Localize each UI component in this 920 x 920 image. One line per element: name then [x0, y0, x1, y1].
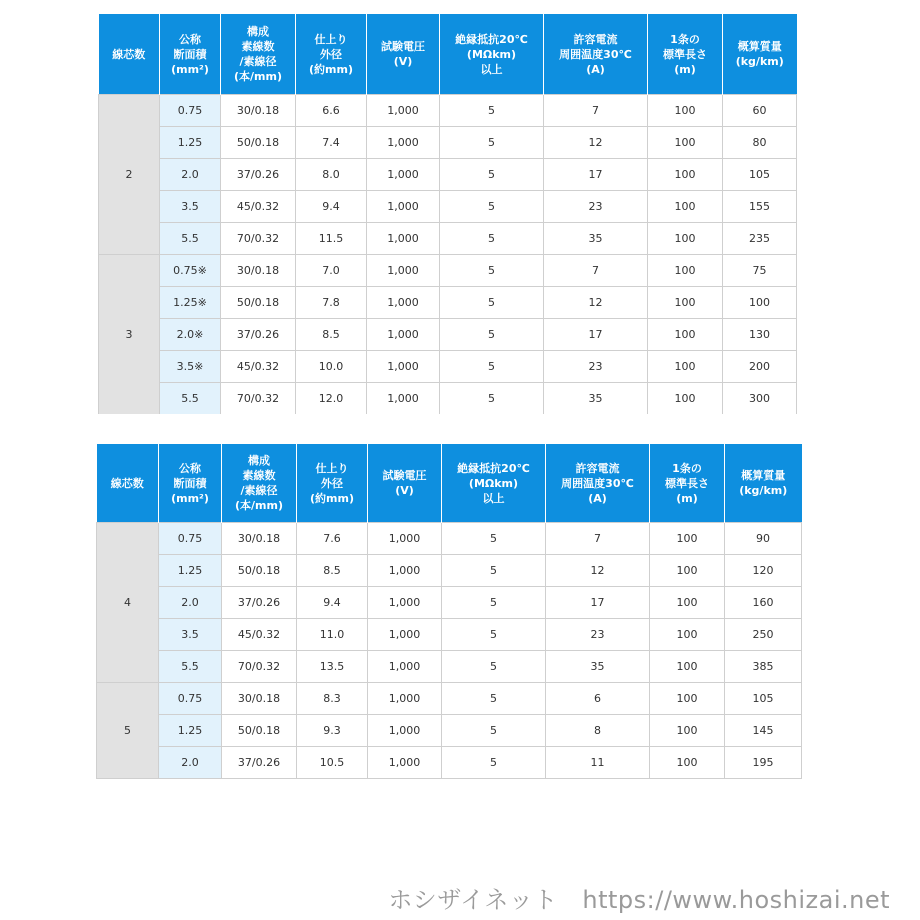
cell-nominal-area: 0.75 [159, 683, 222, 715]
cell-allowable-current: 7 [546, 523, 650, 555]
cell-allowable-current: 17 [544, 319, 648, 351]
cell-insulation-resistance: 5 [442, 619, 546, 651]
cell-standard-length: 100 [650, 683, 725, 715]
cell-allowable-current: 35 [546, 651, 650, 683]
cell-standard-length: 100 [648, 383, 723, 415]
cell-allowable-current: 35 [544, 383, 648, 415]
cell-standard-length: 100 [650, 651, 725, 683]
cell-strand-spec: 70/0.32 [222, 651, 297, 683]
cell-approx-mass: 90 [725, 523, 802, 555]
cell-approx-mass: 300 [723, 383, 797, 415]
cell-outer-diameter: 8.0 [296, 159, 367, 191]
cell-strand-spec: 70/0.32 [221, 383, 296, 415]
cell-strand-spec: 45/0.32 [222, 619, 297, 651]
cell-insulation-resistance: 5 [442, 715, 546, 747]
cell-standard-length: 100 [648, 95, 723, 127]
cell-test-voltage: 1,000 [368, 651, 442, 683]
cell-strand-spec: 70/0.32 [221, 223, 296, 255]
cell-approx-mass: 145 [725, 715, 802, 747]
cell-outer-diameter: 12.0 [296, 383, 367, 415]
cell-outer-diameter: 13.5 [297, 651, 368, 683]
cell-strand-spec: 50/0.18 [221, 127, 296, 159]
cell-allowable-current: 23 [544, 351, 648, 383]
table-row [97, 555, 802, 587]
cell-outer-diameter: 9.4 [297, 587, 368, 619]
header-core-count: 線芯数 [99, 14, 160, 95]
header-nominal-area: 公称 断面積 (mm²) [160, 14, 221, 95]
cell-allowable-current: 17 [544, 159, 648, 191]
cell-approx-mass: 160 [725, 587, 802, 619]
cell-test-voltage: 1,000 [368, 747, 442, 779]
cell-approx-mass: 60 [723, 95, 797, 127]
cell-nominal-area: 2.0 [159, 587, 222, 619]
spec-table-2 [96, 444, 802, 779]
cell-allowable-current: 17 [546, 587, 650, 619]
cell-test-voltage: 1,000 [367, 255, 440, 287]
header-outer-diameter: 仕上り 外径 (約mm) [296, 14, 367, 95]
cell-standard-length: 100 [648, 191, 723, 223]
cell-outer-diameter: 10.5 [297, 747, 368, 779]
cell-standard-length: 100 [650, 523, 725, 555]
cell-outer-diameter: 8.5 [297, 555, 368, 587]
cell-approx-mass: 75 [723, 255, 797, 287]
header-outer-diameter: 仕上り 外径 (約mm) [297, 444, 368, 523]
cell-test-voltage: 1,000 [368, 619, 442, 651]
table-row [99, 255, 797, 287]
cell-outer-diameter: 8.3 [297, 683, 368, 715]
cell-standard-length: 100 [648, 255, 723, 287]
cell-nominal-area: 5.5 [160, 223, 221, 255]
cell-nominal-area: 3.5 [159, 619, 222, 651]
cell-outer-diameter: 9.3 [297, 715, 368, 747]
cell-approx-mass: 105 [725, 683, 802, 715]
cell-test-voltage: 1,000 [367, 287, 440, 319]
cell-allowable-current: 23 [546, 619, 650, 651]
cell-nominal-area: 2.0 [159, 747, 222, 779]
table-row [99, 95, 797, 127]
cell-standard-length: 100 [650, 747, 725, 779]
header-standard-length: 1条の 標準長さ (m) [650, 444, 725, 523]
cell-strand-spec: 30/0.18 [222, 683, 297, 715]
cell-insulation-resistance: 5 [440, 191, 544, 223]
cell-allowable-current: 12 [544, 127, 648, 159]
spec-table-1 [98, 14, 797, 414]
cell-outer-diameter: 7.4 [296, 127, 367, 159]
header-insulation-resistance: 絶縁抵抗20℃ (MΩkm) 以上 [442, 444, 546, 523]
cell-nominal-area: 5.5 [159, 651, 222, 683]
cell-outer-diameter: 8.5 [296, 319, 367, 351]
cell-strand-spec: 30/0.18 [222, 523, 297, 555]
cell-standard-length: 100 [650, 587, 725, 619]
cell-nominal-area: 3.5 [160, 191, 221, 223]
cell-nominal-area: 2.0※ [160, 319, 221, 351]
cell-nominal-area: 1.25 [159, 555, 222, 587]
header-insulation-resistance: 絶縁抵抗20℃ (MΩkm) 以上 [440, 14, 544, 95]
header-standard-length: 1条の 標準長さ (m) [648, 14, 723, 95]
cell-outer-diameter: 11.5 [296, 223, 367, 255]
cell-strand-spec: 45/0.32 [221, 191, 296, 223]
cell-test-voltage: 1,000 [367, 383, 440, 415]
cell-allowable-current: 12 [544, 287, 648, 319]
cell-approx-mass: 105 [723, 159, 797, 191]
cell-strand-spec: 37/0.26 [221, 159, 296, 191]
cell-strand-spec: 50/0.18 [222, 555, 297, 587]
table-body [97, 523, 802, 779]
cell-test-voltage: 1,000 [367, 95, 440, 127]
header-allowable-current: 許容電流 周囲温度30℃ (A) [544, 14, 648, 95]
cell-test-voltage: 1,000 [368, 523, 442, 555]
header-approx-mass: 概算質量 (kg/km) [725, 444, 802, 523]
cell-insulation-resistance: 5 [442, 747, 546, 779]
cell-outer-diameter: 6.6 [296, 95, 367, 127]
cell-approx-mass: 100 [723, 287, 797, 319]
cell-allowable-current: 11 [546, 747, 650, 779]
cell-insulation-resistance: 5 [440, 127, 544, 159]
cell-nominal-area: 1.25 [160, 127, 221, 159]
table-row [97, 523, 802, 555]
site-credit: ホシザイネット https://www.hoshizai.net [388, 886, 890, 914]
cell-core-count: 3 [99, 255, 160, 415]
cell-insulation-resistance: 5 [440, 159, 544, 191]
cell-insulation-resistance: 5 [440, 223, 544, 255]
table-row [97, 747, 802, 779]
header-row [97, 444, 802, 523]
cell-insulation-resistance: 5 [442, 523, 546, 555]
cell-insulation-resistance: 5 [440, 255, 544, 287]
cell-standard-length: 100 [648, 287, 723, 319]
cell-nominal-area: 0.75 [159, 523, 222, 555]
cell-allowable-current: 8 [546, 715, 650, 747]
table-row [97, 715, 802, 747]
cell-insulation-resistance: 5 [442, 587, 546, 619]
header-allowable-current: 許容電流 周囲温度30℃ (A) [546, 444, 650, 523]
cell-approx-mass: 80 [723, 127, 797, 159]
header-test-voltage: 試験電圧 (V) [367, 14, 440, 95]
cell-core-count: 2 [99, 95, 160, 255]
table-row [99, 319, 797, 351]
cell-strand-spec: 30/0.18 [221, 95, 296, 127]
cell-nominal-area: 0.75 [160, 95, 221, 127]
table-row [99, 351, 797, 383]
cell-outer-diameter: 7.0 [296, 255, 367, 287]
header-strand-spec: 構成 素線数 /素線径 (本/mm) [221, 14, 296, 95]
cell-outer-diameter: 7.6 [297, 523, 368, 555]
cell-insulation-resistance: 5 [440, 351, 544, 383]
cell-outer-diameter: 9.4 [296, 191, 367, 223]
header-test-voltage: 試験電圧 (V) [368, 444, 442, 523]
cell-insulation-resistance: 5 [440, 287, 544, 319]
table-row [99, 383, 797, 415]
table-row [99, 159, 797, 191]
cell-outer-diameter: 7.8 [296, 287, 367, 319]
table-row [99, 191, 797, 223]
cell-insulation-resistance: 5 [442, 555, 546, 587]
cell-approx-mass: 250 [725, 619, 802, 651]
cell-approx-mass: 385 [725, 651, 802, 683]
cell-nominal-area: 0.75※ [160, 255, 221, 287]
header-approx-mass: 概算質量 (kg/km) [723, 14, 797, 95]
cell-standard-length: 100 [648, 351, 723, 383]
cell-allowable-current: 6 [546, 683, 650, 715]
cell-test-voltage: 1,000 [367, 127, 440, 159]
cell-nominal-area: 5.5 [160, 383, 221, 415]
cell-outer-diameter: 10.0 [296, 351, 367, 383]
cell-nominal-area: 3.5※ [160, 351, 221, 383]
table-1-viewport [0, 0, 920, 414]
header-row [99, 14, 797, 95]
cell-strand-spec: 37/0.26 [221, 319, 296, 351]
cell-approx-mass: 120 [725, 555, 802, 587]
cell-test-voltage: 1,000 [368, 683, 442, 715]
table-row [97, 651, 802, 683]
table-row [99, 127, 797, 159]
table-body [99, 95, 797, 415]
cell-allowable-current: 23 [544, 191, 648, 223]
cell-approx-mass: 130 [723, 319, 797, 351]
cell-test-voltage: 1,000 [367, 159, 440, 191]
cell-approx-mass: 200 [723, 351, 797, 383]
cell-insulation-resistance: 5 [442, 651, 546, 683]
cell-standard-length: 100 [648, 159, 723, 191]
table-row [97, 619, 802, 651]
cell-strand-spec: 50/0.18 [222, 715, 297, 747]
cell-strand-spec: 50/0.18 [221, 287, 296, 319]
cell-standard-length: 100 [648, 223, 723, 255]
cell-nominal-area: 1.25 [159, 715, 222, 747]
cell-test-voltage: 1,000 [367, 351, 440, 383]
cell-nominal-area: 2.0 [160, 159, 221, 191]
cell-allowable-current: 12 [546, 555, 650, 587]
cell-allowable-current: 35 [544, 223, 648, 255]
cell-approx-mass: 235 [723, 223, 797, 255]
cell-core-count: 5 [97, 683, 159, 779]
cell-test-voltage: 1,000 [368, 555, 442, 587]
cell-core-count: 4 [97, 523, 159, 683]
cell-test-voltage: 1,000 [368, 715, 442, 747]
table-row [99, 223, 797, 255]
cell-test-voltage: 1,000 [367, 223, 440, 255]
cell-insulation-resistance: 5 [440, 319, 544, 351]
cell-allowable-current: 7 [544, 255, 648, 287]
header-strand-spec: 構成 素線数 /素線径 (本/mm) [222, 444, 297, 523]
cell-standard-length: 100 [648, 319, 723, 351]
cell-test-voltage: 1,000 [368, 587, 442, 619]
cell-insulation-resistance: 5 [440, 383, 544, 415]
table-row [99, 287, 797, 319]
header-nominal-area: 公称 断面積 (mm²) [159, 444, 222, 523]
cell-approx-mass: 195 [725, 747, 802, 779]
cell-outer-diameter: 11.0 [297, 619, 368, 651]
cell-allowable-current: 7 [544, 95, 648, 127]
cell-insulation-resistance: 5 [440, 95, 544, 127]
cell-strand-spec: 45/0.32 [221, 351, 296, 383]
cell-test-voltage: 1,000 [367, 191, 440, 223]
cell-standard-length: 100 [650, 555, 725, 587]
header-core-count: 線芯数 [97, 444, 159, 523]
cell-standard-length: 100 [650, 619, 725, 651]
cell-approx-mass: 155 [723, 191, 797, 223]
cell-strand-spec: 37/0.26 [222, 747, 297, 779]
cell-strand-spec: 30/0.18 [221, 255, 296, 287]
cell-standard-length: 100 [648, 127, 723, 159]
cell-nominal-area: 1.25※ [160, 287, 221, 319]
cell-standard-length: 100 [650, 715, 725, 747]
cell-test-voltage: 1,000 [367, 319, 440, 351]
cell-strand-spec: 37/0.26 [222, 587, 297, 619]
table-row [97, 683, 802, 715]
cell-insulation-resistance: 5 [442, 683, 546, 715]
table-row [97, 587, 802, 619]
